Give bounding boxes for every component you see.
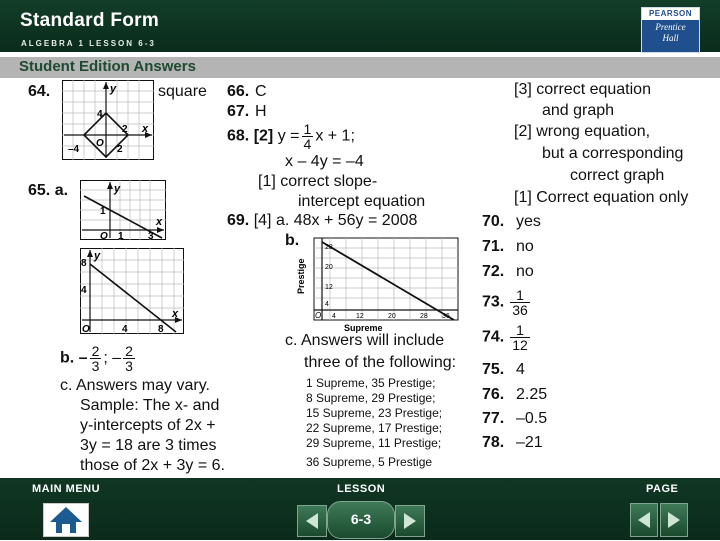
graph-65b-origin: O (82, 324, 90, 334)
item-67-number: 67. (227, 103, 250, 120)
graph-65a-y: y (114, 183, 121, 195)
item-70-number: 70. (482, 213, 505, 230)
rubric-line-5: correct graph (570, 167, 665, 184)
triangle-right-icon (661, 504, 687, 536)
graph-69-xlabel: Supreme (344, 323, 383, 333)
graph-69-xtick-4: 4 (332, 313, 336, 320)
page-label: PAGE (646, 483, 679, 495)
lesson-next-button[interactable] (395, 505, 425, 537)
graph-65b-tick-4: 4 (81, 285, 87, 296)
item-75-number: 75. (482, 361, 505, 378)
item-69c-line-2: three of the following: (304, 354, 457, 371)
graph-64-origin: O (96, 138, 104, 149)
lesson-prev-button[interactable] (297, 505, 327, 537)
home-icon (44, 504, 88, 536)
graph-65a-origin: O (100, 231, 108, 240)
graph-65a-tick-1b: 1 (118, 231, 124, 240)
supreme-list-item-3: 15 Supreme, 23 Prestige; (306, 406, 443, 420)
graph-64-y: y (110, 83, 117, 95)
graph-64-tick-2: 2 (122, 124, 128, 135)
fraction-two-thirds: $\frac{2}{3}$ (91, 343, 100, 374)
graph-69-xtick-28: 28 (420, 313, 428, 320)
item-65c-line-2: Sample: The x- and (80, 397, 220, 414)
lesson-button[interactable] (327, 501, 395, 539)
item-69c-line-1: c. Answers will include (285, 332, 445, 349)
item-65c-line-3: y-intercepts of 2x + (80, 417, 216, 434)
fraction-one-fourth: $\frac{1}{4}$ (303, 121, 312, 152)
item-68-equation-2: x – 4y = –4 (285, 153, 364, 170)
section-banner-text: Student Edition Answers (19, 58, 196, 75)
graph-64 (62, 80, 154, 160)
item-71-answer: no (516, 238, 534, 255)
graph-69-origin: O (315, 311, 322, 320)
graph-64-tick-2b: 2 (117, 144, 123, 155)
item-73-answer: 73. $\frac{1}{36}$ (482, 287, 528, 318)
graph-65b-tick-4b: 4 (122, 324, 128, 334)
item-76-answer: 2.25 (516, 386, 548, 403)
graph-65b-x: x (172, 308, 179, 320)
graph-69-tick-12: 12 (325, 284, 333, 291)
graph-65a-tick-3: 3 (148, 231, 154, 240)
item-69-answer: 69. [4] a. 48x + 56y = 2008 (227, 212, 418, 229)
item-65c-line-5: those of 2x + 3y = 6. (80, 457, 225, 474)
graph-65b-tick-8b: 8 (158, 324, 164, 334)
main-menu-label: MAIN MENU (32, 483, 101, 495)
supreme-list-item-2: 8 Supreme, 29 Prestige; (306, 391, 436, 405)
main-menu-button[interactable] (43, 503, 89, 537)
item-67-answer: H (255, 103, 267, 120)
section-banner (0, 57, 720, 78)
lesson-subtitle: ALGEBRA 1 LESSON 6-3 (21, 39, 156, 48)
header-bar (0, 0, 720, 52)
item-72-number: 72. (482, 263, 505, 280)
graph-69-tick-4: 4 (325, 301, 329, 308)
item-75-answer: 4 (516, 361, 525, 378)
item-65b-answer: b. – $\frac{2}{3}$ ; – $\frac{2}{3}$ (60, 343, 133, 374)
graph-64-tick-m4: –4 (68, 144, 80, 155)
footer-bar (0, 478, 720, 540)
item-68-point-1-b: intercept equation (298, 193, 426, 210)
page-next-button[interactable] (660, 503, 688, 537)
graph-69-xtick-20: 20 (388, 313, 396, 320)
supreme-list-item-1: 1 Supreme, 35 Prestige; (306, 376, 436, 390)
supreme-list-item-4: 22 Supreme, 17 Prestige; (306, 421, 443, 435)
graph-65a-x: x (156, 216, 163, 228)
logo-top-text: PEARSON (642, 8, 699, 20)
item-76-number: 76. (482, 386, 505, 403)
item-65c-line-1: c. Answers may vary. (60, 377, 210, 394)
item-68-point-1-a: [1] correct slope- (258, 173, 378, 190)
item-70-answer: yes (516, 213, 541, 230)
item-77-number: 77. (482, 410, 505, 427)
graph-69-tick-28: 28 (325, 244, 333, 251)
fraction-one-36th: $\frac{1}{36}$ (512, 287, 528, 318)
rubric-line-4: but a corresponding (542, 145, 684, 162)
graph-69-xtick-12: 12 (356, 313, 364, 320)
fraction-two-thirds-2: $\frac{2}{3}$ (125, 343, 133, 374)
lesson-label: LESSON (337, 483, 386, 495)
item-64-answer: square (158, 83, 207, 100)
lesson-button-label: 6-3 (350, 511, 372, 527)
item-65-number: 65. a. (28, 182, 69, 199)
graph-65b-y: y (94, 250, 101, 262)
triangle-left-icon (631, 504, 657, 536)
triangle-right-icon (396, 506, 424, 536)
page-prev-button[interactable] (630, 503, 658, 537)
item-68-answer: 68. [2] y = $\frac{1}{4}$ x + 1; (227, 121, 355, 152)
graph-69-tick-20: 20 (325, 264, 333, 271)
graph-64-tick-4: 4 (97, 109, 103, 120)
page-title: Standard Form (20, 10, 160, 31)
graph-65b-tick-8: 8 (81, 258, 87, 269)
item-77-answer: –0.5 (516, 410, 548, 427)
supreme-list-item-6: 36 Supreme, 5 Prestige (306, 455, 433, 469)
graph-65a (80, 180, 166, 240)
item-64-number: 64. (28, 83, 51, 100)
triangle-left-icon (298, 506, 326, 536)
rubric-line-2: and graph (542, 102, 615, 119)
publisher-logo[interactable] (641, 7, 700, 53)
graph-64-x: x (142, 123, 149, 135)
item-66-answer: C (255, 83, 267, 100)
supreme-list-item-5: 29 Supreme, 11 Prestige; (306, 436, 442, 450)
item-69b-label: b. (285, 232, 300, 249)
graph-69 (294, 236, 464, 334)
item-78-answer: –21 (516, 434, 543, 451)
item-66-number: 66. (227, 83, 250, 100)
item-71-number: 71. (482, 238, 505, 255)
item-72-answer: no (516, 263, 534, 280)
graph-69-xtick-36: 36 (442, 313, 450, 320)
fraction-one-12th: $\frac{1}{12}$ (512, 322, 528, 353)
graph-65a-tick-1: 1 (100, 206, 106, 217)
logo-bottom-text: Prentice Hall (655, 22, 686, 43)
graph-69-ylabel: Prestige (296, 258, 306, 294)
item-74-answer: 74. $\frac{1}{12}$ (482, 322, 528, 353)
item-65c-line-4: 3y = 18 are 3 times (80, 437, 217, 454)
item-78-number: 78. (482, 434, 505, 451)
rubric-line-6: [1] Correct equation only (514, 189, 689, 206)
rubric-line-3: [2] wrong equation, (514, 123, 651, 140)
graph-65b (80, 248, 184, 334)
rubric-line-1: [3] correct equation (514, 81, 651, 98)
